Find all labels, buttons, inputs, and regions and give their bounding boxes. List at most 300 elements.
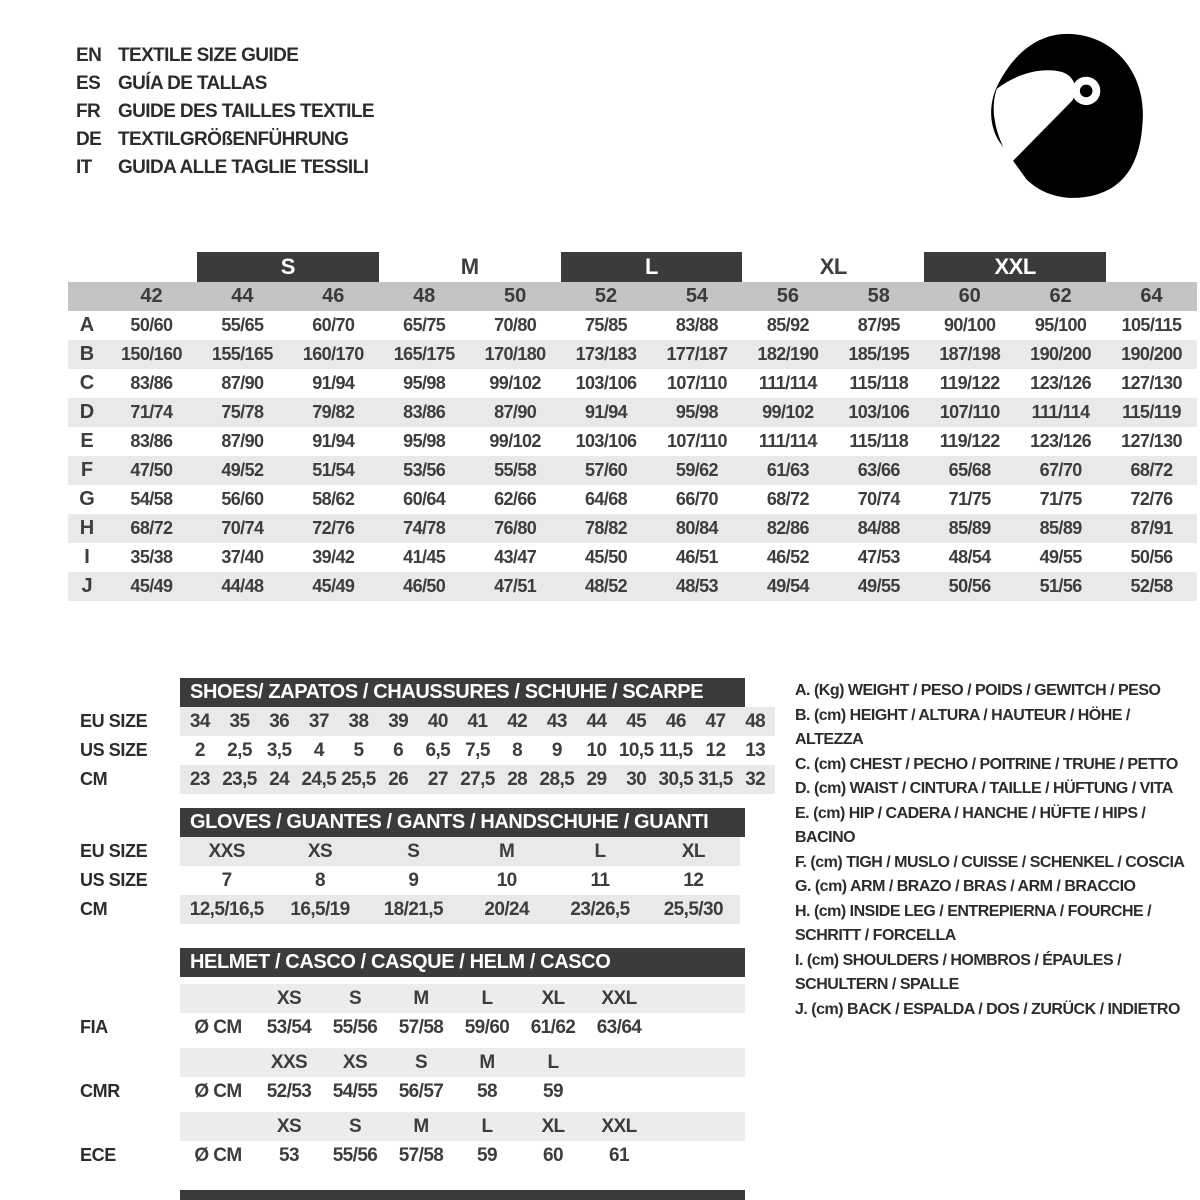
textile-cell: 190/200 [1121,344,1182,364]
textile-cell: 70/80 [494,315,537,335]
helmet-value-cell: 55/56 [332,1016,378,1038]
textile-cell: 47/50 [130,460,173,480]
shoes-cell: 32 [745,768,766,790]
textile-cell: 155/165 [211,344,273,364]
textile-cell: 45/49 [130,576,173,596]
textile-cell: 103/106 [848,402,910,422]
title-line-de [76,126,374,154]
textile-cell: 53/56 [403,460,446,480]
legend-item: J. (cm) BACK / ESPALDA / DOS / ZURÜCK / INDIETRO [795,1000,1180,1018]
helmet-rows [180,984,745,1170]
helmet-value-cell: 54/55 [332,1080,378,1102]
shoes-cell: 23 [189,768,210,790]
textile-cell: 115/119 [1122,402,1181,422]
textile-cell: 85/92 [766,315,809,335]
helmet-section-header: HELMET / CASCO / CASQUE / HELM / CASCO [180,948,745,977]
gloves-section-header: GLOVES / GUANTES / GANTS / HANDSCHUHE / GUANTI [180,808,745,837]
shoes-cell: 23,5 [222,768,257,790]
textile-cell: 65/75 [403,315,446,335]
textile-cell: 48/53 [675,576,718,596]
size-group-xl: XL [819,254,847,279]
shoes-cell: 11,5 [659,739,693,761]
textile-cell: 91/94 [585,402,628,422]
textile-cell: 65/68 [948,460,991,480]
legend-item: F. (cm) TIGH / MUSLO / CUISSE / SCHENKEL / COSCIA [795,853,1185,871]
language-code: ES [76,73,101,94]
numeric-size-cell: 50 [503,285,527,307]
helmet-value-cell: 60 [543,1144,563,1166]
textile-cell: 95/98 [403,373,446,393]
legend-item: A. (Kg) WEIGHT / PESO / POIDS / GEWITCH / PESO [795,682,1161,699]
textile-cell: 91/94 [312,373,355,393]
textile-cell: 48/54 [948,547,991,567]
textile-cell: 123/126 [1030,373,1092,393]
textile-cell: 170/180 [484,344,546,364]
helmet-size-cell: XXS [270,1051,308,1073]
textile-cell: 45/50 [585,547,628,567]
row-letter: J [81,575,93,597]
textile-cell: 71/75 [1039,489,1082,509]
textile-cell: 91/94 [312,431,355,451]
textile-cell: 111/114 [758,431,817,451]
helmet-value-cell: 59 [543,1080,563,1102]
textile-cell: 87/95 [857,315,900,335]
gloves-cell: XL [681,840,705,862]
gloves-cell: 11 [590,869,610,891]
textile-cell: 64/68 [585,489,628,509]
textile-cell: 182/190 [757,344,819,364]
textile-cell: 52/58 [1130,576,1173,596]
textile-cell: 83/86 [130,431,173,451]
textile-cell: 87/90 [494,402,537,422]
textile-cell: 95/98 [403,431,446,451]
shoes-eu-size-label: EU SIZE [80,711,148,731]
numeric-size-cell: 54 [685,285,709,307]
gloves-cell: 7 [221,869,232,891]
title-line-en [76,42,374,70]
cmr-label: CMR [80,1081,120,1101]
shoes-cell: 47 [705,710,726,732]
size-group-m: M [460,254,479,279]
shoes-cell: 26 [388,768,409,790]
textile-cell: 58/62 [312,489,355,509]
diameter-unit: Ø CM [194,1080,242,1102]
gloves-eu-size-label: EU SIZE [80,841,148,861]
measurement-legend [795,679,1187,1022]
textile-cell: 41/45 [403,547,446,567]
shoes-cell: 36 [269,710,290,732]
shoes-row-1 [180,736,775,765]
shoes-us-size-label: US SIZE [80,740,148,760]
helmet-size-cell: XXL [601,1115,637,1137]
textile-cell: 49/54 [766,576,809,596]
textile-row-e [68,427,1197,456]
gloves-cell: 20/24 [484,898,529,920]
size-group-s: S [197,252,379,282]
shoes-cell: 31,5 [698,768,733,790]
textile-size-band [68,252,1197,282]
helmet-size-cell: S [348,987,362,1009]
helmet-value-cell: 59/60 [464,1016,510,1038]
shoes-cell: 37 [308,710,329,732]
shoes-cell: 12 [705,739,726,761]
title-line-es [76,70,374,98]
shoes-cell: 30 [626,768,647,790]
shoes-cell: 38 [348,710,369,732]
textile-cell: 47/51 [494,576,537,596]
textile-cell: 105/115 [1121,315,1182,335]
textile-cell: 51/54 [312,460,355,480]
textile-cell: 115/118 [849,373,909,393]
textile-cell: 123/126 [1030,431,1092,451]
textile-cell: 45/49 [312,576,355,596]
textile-cell: 72/76 [1130,489,1173,509]
textile-cell: 111/114 [1031,402,1090,422]
shoes-cell: 3,5 [266,739,292,761]
helmet-value-cell: 59 [477,1144,497,1166]
textile-cell: 39/42 [312,547,355,567]
textile-cell: 99/102 [762,402,814,422]
textile-cell: 84/88 [857,518,900,538]
textile-cell: 150/160 [121,344,182,364]
shoes-cell: 40 [427,710,448,732]
shoes-cell: 24 [269,768,290,790]
shoes-cell: 44 [586,710,607,732]
textile-cell: 46/50 [403,576,446,596]
shoes-cell: 28 [507,768,528,790]
textile-cell: 177/187 [666,344,728,364]
textile-cell: 67/70 [1039,460,1082,480]
legend-item: B. (cm) HEIGHT / ALTURA / HAUTEUR / HÖHE / ALTEZZA [795,706,1130,748]
title-text: TEXTILE SIZE GUIDE [118,45,299,66]
helmet-icon [978,30,1146,198]
title-text: GUIDA ALLE TAGLIE TESSILI [118,157,369,178]
gloves-cell: 23/26,5 [570,898,630,920]
shoes-cell: 5 [353,739,364,761]
gloves-cell: 12,5/16,5 [189,898,264,920]
helmet-value-cell: 63/64 [596,1016,642,1038]
shoes-cell: 10,5 [618,739,654,761]
textile-cell: 190/200 [1030,344,1092,364]
size-group-l: L [561,252,743,282]
language-title-block [76,42,374,182]
helmet-value-cell: 55/56 [332,1144,378,1166]
shoes-cell: 27,5 [460,768,495,790]
textile-cell: 74/78 [403,518,446,538]
textile-size-table [68,252,1197,601]
shoes-cell: 6,5 [425,739,451,761]
textile-cell: 103/106 [575,373,637,393]
helmet-value-cell: 52/53 [266,1080,312,1102]
legend-item: G. (cm) ARM / BRAZO / BRAS / ARM / BRACCIO [795,878,1136,895]
numeric-size-cell: 42 [140,285,163,307]
textile-cell: 107/110 [667,431,727,451]
textile-numeric-row [68,282,1197,311]
gloves-row-0 [180,837,740,866]
textile-cell: 85/89 [1039,518,1082,538]
textile-cell: 80/84 [675,518,718,538]
shoes-cell: 42 [507,710,528,732]
numeric-size-cell: 58 [867,285,890,307]
shoes-cm-label: CM [80,769,108,789]
helmet-size-cell: L [481,987,493,1009]
textile-cell: 87/90 [221,373,264,393]
row-letter: E [80,430,94,452]
textile-cell: 83/88 [675,315,718,335]
gloves-cell: 9 [408,869,419,891]
shoes-cell: 2,5 [227,739,252,761]
numeric-size-cell: 64 [1140,285,1163,307]
textile-cell: 70/74 [857,489,900,509]
textile-cell: 95/98 [675,402,718,422]
gloves-rows [180,837,740,924]
textile-cell: 103/106 [575,431,637,451]
title-text: GUIDE DES TAILLES TEXTILE [118,101,374,122]
numeric-size-cell: 52 [594,285,618,307]
row-letter: D [79,401,95,423]
textile-cell: 46/51 [675,547,718,567]
textile-cell: 44/48 [221,576,264,596]
shoes-cell: 35 [229,710,250,732]
shoes-cell: 48 [745,710,766,732]
size-group-xxl: XXL [924,252,1106,282]
textile-cell: 127/130 [1121,431,1182,451]
textile-cell: 79/82 [312,402,355,422]
shoes-cell: 46 [665,710,686,732]
shoes-cell: 6 [393,739,404,761]
shoes-cell: 7,5 [465,739,490,761]
helmet-size-cell: L [547,1051,559,1073]
legend-item: D. (cm) WAIST / CINTURA / TAILLE / HÜFTUNG / VITA [795,780,1173,797]
shoes-cell: 10 [586,739,607,761]
textile-cell: 71/75 [948,489,991,509]
textile-cell: 76/80 [494,518,537,538]
textile-row-a [68,311,1197,340]
shoes-cell: 41 [467,710,488,732]
shoes-cell: 29 [586,768,607,790]
textile-cell: 50/60 [130,315,173,335]
textile-cell: 85/89 [948,518,991,538]
helmet-size-cell: M [479,1051,495,1073]
textile-cell: 78/82 [585,518,628,538]
textile-cell: 47/53 [857,547,900,567]
textile-cell: 56/60 [221,489,264,509]
textile-cell: 50/56 [1130,547,1173,567]
textile-cell: 63/66 [857,460,900,480]
shoes-cell: 9 [551,739,562,761]
textile-cell: 61/63 [766,460,809,480]
shoes-rows [180,707,775,794]
textile-cell: 70/74 [221,518,264,538]
textile-cell: 75/85 [585,315,628,335]
textile-cell: 165/175 [393,344,455,364]
row-letter: B [79,343,95,365]
textile-cell: 62/66 [494,489,537,509]
textile-cell: 68/72 [1130,460,1173,480]
helmet-value-cell: 61 [609,1144,629,1166]
numeric-size-cell: 44 [231,285,254,307]
title-text: GUÍA DE TALLAS [118,73,267,94]
textile-cell: 87/91 [1130,518,1173,538]
shoes-cell: 30,5 [658,768,694,790]
textile-cell: 37/40 [221,547,264,567]
row-letter: A [79,314,95,336]
textile-cell: 48/52 [585,576,628,596]
textile-cell: 49/55 [1039,547,1082,567]
textile-cell: 99/102 [489,373,541,393]
gloves-cell: 8 [315,869,325,891]
racing-helmet-icon [978,30,1146,203]
title-text: TEXTILGRÖßENFÜHRUNG [118,129,349,150]
shoes-cell: 4 [313,739,324,761]
textile-cell: 90/100 [943,315,996,335]
textile-cell: 107/110 [939,402,1000,422]
diameter-unit: Ø CM [194,1144,242,1166]
helmet-value-cell: 53 [279,1144,299,1166]
textile-cell: 57/60 [585,460,628,480]
helmet-values-ece [180,1141,745,1170]
legend-item: I. (cm) SHOULDERS / HOMBROS / ÉPAULES / SCHULTERN / SPALLE [795,951,1122,993]
textile-cell: 82/86 [766,518,809,538]
textile-cell: 55/65 [221,315,264,335]
textile-cell: 59/62 [675,460,718,480]
gloves-cell: 12 [683,869,704,891]
helmet-value-cell: 61/62 [530,1016,576,1038]
diameter-unit: Ø CM [194,1016,242,1038]
shoes-cell: 8 [512,739,523,761]
helmet-size-cell: S [414,1051,428,1073]
textile-cell: 43/47 [494,547,537,567]
helmet-size-cell: L [481,1115,493,1137]
gloves-cm-label: CM [80,899,108,919]
gloves-cell: M [499,840,515,862]
shoes-cell: 25,5 [341,768,376,790]
textile-cell: 187/198 [939,344,1001,364]
numeric-size-cell: 46 [322,285,345,307]
gloves-cell: 10 [496,869,517,891]
textile-cell: 95/100 [1034,315,1087,335]
shoes-cell: 45 [626,710,647,732]
helmet-value-cell: 57/58 [398,1016,444,1038]
textile-cell: 119/122 [939,431,1000,451]
numeric-size-cell: 62 [1049,285,1072,307]
textile-cell: 35/38 [130,547,173,567]
textile-cell: 68/72 [766,489,809,509]
language-code: FR [76,101,101,122]
shoes-cell: 24,5 [301,768,337,790]
helmet-size-header-ece [180,1112,745,1141]
textile-table-body [68,311,1197,601]
gloves-cell: XXS [208,840,245,862]
gloves-row-1 [180,866,740,895]
textile-cell: 71/74 [130,402,173,422]
helmet-value-cell: 57/58 [398,1144,444,1166]
textile-cell: 68/72 [130,518,173,538]
textile-row-b [68,340,1197,369]
textile-cell: 54/58 [130,489,173,509]
textile-row-j [68,572,1197,601]
numeric-size-cell: 60 [958,285,981,307]
legend-item: H. (cm) INSIDE LEG / ENTREPIERNA / FOURCHE / SCHRITT / FORCELLA [795,902,1152,944]
row-letter: G [79,488,95,510]
textile-cell: 83/86 [130,373,173,393]
gloves-cell: S [407,840,420,862]
helmet-size-cell: S [348,1115,362,1137]
title-line-it [76,154,374,182]
numeric-size-cell: 48 [413,285,436,307]
cropped-section-bar [180,1190,745,1200]
language-code: EN [76,45,102,66]
shoes-cell: 34 [189,710,210,732]
gloves-row-2 [180,895,740,924]
textile-row-i [68,543,1197,572]
gloves-cell: 16,5/19 [290,898,350,920]
helmet-size-cell: XS [342,1051,368,1073]
textile-cell: 51/56 [1039,576,1082,596]
textile-cell: 160/170 [302,344,364,364]
row-letter: C [79,372,95,394]
helmet-size-header-cmr [180,1048,745,1077]
textile-row-c [68,369,1197,398]
shoes-cell: 13 [745,739,766,761]
row-letter: H [79,517,95,539]
shoes-section-header: SHOES/ ZAPATOS / CHAUSSURES / SCHUHE / SCARPE [180,678,745,707]
helmet-value-cell: 53/54 [266,1016,312,1038]
row-letter: I [84,546,90,568]
textile-row-h [68,514,1197,543]
textile-cell: 72/76 [312,518,355,538]
textile-cell: 55/58 [494,460,537,480]
helmet-size-header-fia [180,984,745,1013]
helmet-size-cell: XS [276,987,302,1009]
helmet-size-cell: XS [276,1115,302,1137]
helmet-size-cell: M [413,1115,429,1137]
legend-item: C. (cm) CHEST / PECHO / POITRINE / TRUHE / PETTO [795,755,1178,773]
textile-cell: 49/52 [221,460,264,480]
textile-cell: 66/70 [675,489,718,509]
textile-row-d [68,398,1197,427]
helmet-size-cell: XXL [601,987,637,1009]
helmet-value-cell: 56/57 [398,1080,444,1102]
helmet-values-fia [180,1013,745,1042]
language-code: DE [76,129,102,150]
gloves-cell: 18/21,5 [383,898,443,920]
helmet-value-cell: 58 [477,1080,497,1102]
title-line-fr [76,98,374,126]
row-letter: F [80,459,94,481]
textile-cell: 173/183 [575,344,637,364]
language-code: IT [76,157,92,178]
textile-cell: 60/70 [312,315,355,335]
helmet-size-cell: XL [541,1115,565,1137]
gloves-cell: L [594,840,606,862]
textile-row-f [68,456,1197,485]
gloves-cell: XS [307,840,333,862]
textile-cell: 111/114 [758,373,817,393]
helmet-size-cell: XL [541,987,565,1009]
helmet-size-cell: M [413,987,429,1009]
gloves-us-size-label: US SIZE [80,870,148,890]
textile-cell: 60/64 [403,489,446,509]
helmet-values-cmr [180,1077,745,1106]
textile-row-g [68,485,1197,514]
textile-cell: 115/118 [849,431,909,451]
textile-cell: 46/52 [766,547,809,567]
gloves-cell: 25,5/30 [663,898,723,920]
shoes-cell: 27 [427,768,448,790]
textile-cell: 107/110 [667,373,727,393]
fia-label: FIA [80,1017,108,1037]
